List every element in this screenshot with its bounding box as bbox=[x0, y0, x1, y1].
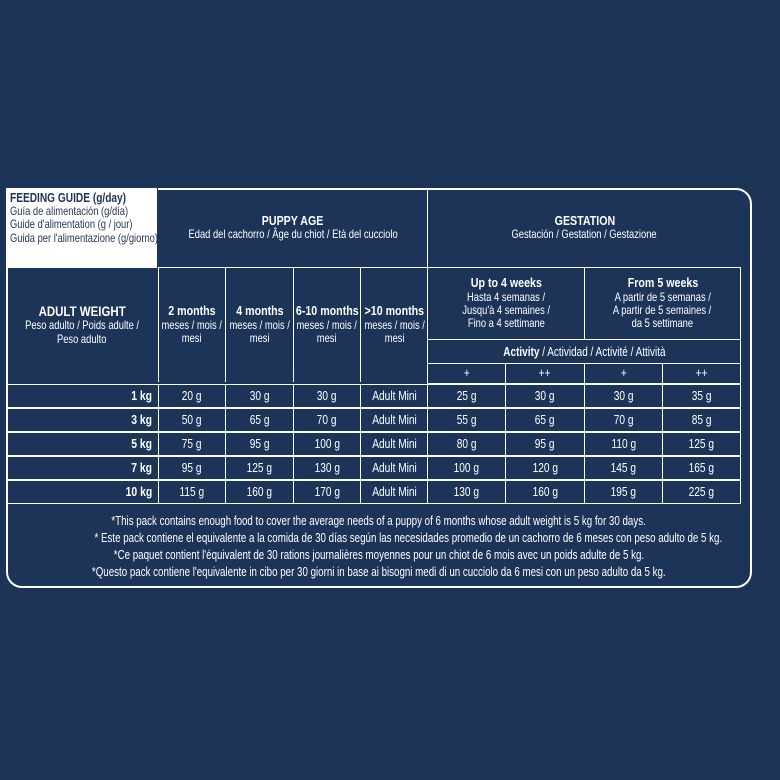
feeding-table bbox=[6, 188, 752, 588]
age-col-sub: meses / mois / bbox=[364, 317, 425, 332]
value-cell: 145 g bbox=[584, 456, 662, 480]
value-cell: 125 g bbox=[662, 432, 741, 456]
value-cell: 125 g bbox=[225, 456, 293, 480]
activity-level: ++ bbox=[505, 364, 584, 384]
puppy-age-title: PUPPY AGE bbox=[262, 212, 324, 228]
value-cell: 130 g bbox=[293, 456, 360, 480]
gestation-col-sub: da 5 settimane bbox=[631, 316, 694, 331]
value-cell: 160 g bbox=[505, 480, 584, 504]
footnote-fr: *Ce paquet contient l'équivalent de 30 rations journalières moyennes pour un chiot de 6 mois avec un poids adulte de 5 kg. bbox=[113, 548, 645, 562]
value-cell: 70 g bbox=[584, 408, 662, 432]
adult-weight-subtitle: Peso adulto bbox=[57, 331, 107, 346]
age-col-title: 6-10 months bbox=[295, 303, 359, 319]
value-cell: 95 g bbox=[225, 432, 293, 456]
value-cell: 115 g bbox=[158, 480, 225, 504]
value-cell: 165 g bbox=[662, 456, 741, 480]
age-col-sub: mesi bbox=[182, 331, 202, 346]
age-col-sub: meses / mois / bbox=[296, 317, 358, 332]
footnote-en: *This pack contains enough food to cover the average needs of a puppy of 6 months whose adult weight is 5 kg for 30 days. bbox=[111, 514, 647, 528]
value-cell: 160 g bbox=[225, 480, 293, 504]
weight-cell: 1 kg bbox=[6, 384, 158, 408]
value-cell: 65 g bbox=[225, 408, 293, 432]
feeding-guide-line: Guida per l'alimentazione (g/giorno) bbox=[10, 230, 158, 245]
value-cell: 110 g bbox=[584, 432, 662, 456]
gestation-header bbox=[427, 188, 741, 268]
activity-subtitle: / Actividad / Activité / Attività bbox=[538, 344, 666, 359]
value-cell: Adult Mini bbox=[360, 384, 428, 408]
adult-weight-header bbox=[6, 268, 158, 382]
feeding-guide-line: Guía de alimentación (g/día) bbox=[10, 203, 129, 218]
footnote-it: *Questo pack contiene l'equivalente in cibo per 30 giorni in base ai bisogni medi di un cucciolo da 6 mesi con un peso adulto da 5 kg. bbox=[92, 565, 666, 579]
age-col-title: 2 months bbox=[168, 303, 216, 319]
value-cell: 130 g bbox=[427, 480, 505, 504]
age-col-sub: mesi bbox=[317, 331, 337, 346]
gestation-col-from-5-weeks bbox=[584, 268, 741, 340]
activity-level: + bbox=[427, 364, 505, 384]
feeding-guide-line: Guide d'alimentation (g / jour) bbox=[10, 217, 133, 231]
activity-header bbox=[427, 340, 741, 364]
activity-level: + bbox=[584, 364, 662, 384]
value-cell: Adult Mini bbox=[360, 456, 428, 480]
age-col-title: >10 months bbox=[364, 303, 425, 319]
adult-weight-subtitle: Peso adulto / Poids adulte / bbox=[25, 318, 139, 333]
gestation-col-title: Up to 4 weeks bbox=[470, 275, 542, 291]
gestation-col-sub: A partir de 5 semanas / bbox=[614, 289, 711, 304]
value-cell: Adult Mini bbox=[360, 480, 428, 504]
value-cell: 55 g bbox=[427, 408, 505, 432]
value-cell: 30 g bbox=[293, 384, 360, 408]
value-cell: 30 g bbox=[505, 384, 584, 408]
weight-cell: 3 kg bbox=[6, 408, 158, 432]
gestation-col-title: From 5 weeks bbox=[627, 275, 698, 291]
puppy-age-header bbox=[158, 188, 428, 268]
value-cell: 95 g bbox=[158, 456, 225, 480]
value-cell: 225 g bbox=[662, 480, 741, 504]
value-cell: 35 g bbox=[662, 384, 741, 408]
age-col-sub: meses / mois / bbox=[229, 317, 290, 332]
weight-cell: 10 kg bbox=[6, 480, 158, 504]
value-cell: Adult Mini bbox=[360, 408, 428, 432]
value-cell: 30 g bbox=[225, 384, 293, 408]
value-cell: 25 g bbox=[427, 384, 505, 408]
age-col-title: 4 months bbox=[235, 303, 284, 319]
weight-cell: 7 kg bbox=[6, 456, 158, 480]
age-col-2-months bbox=[158, 268, 225, 382]
value-cell: Adult Mini bbox=[360, 432, 428, 456]
value-cell: 30 g bbox=[584, 384, 662, 408]
value-cell: 75 g bbox=[158, 432, 225, 456]
feeding-guide-title: FEEDING GUIDE (g/day) bbox=[10, 190, 127, 205]
value-cell: 195 g bbox=[584, 480, 662, 504]
value-cell: 85 g bbox=[662, 408, 741, 432]
value-cell: 50 g bbox=[158, 408, 225, 432]
value-cell: 70 g bbox=[293, 408, 360, 432]
age-col-6-10-months bbox=[293, 268, 360, 382]
gestation-col-sub: Fino a 4 settimane bbox=[467, 316, 545, 331]
value-cell: 65 g bbox=[505, 408, 584, 432]
age-col-4-months bbox=[225, 268, 293, 382]
gestation-col-sub: A partir de 5 semaines / bbox=[613, 303, 712, 318]
value-cell: 100 g bbox=[427, 456, 505, 480]
value-cell: 80 g bbox=[427, 432, 505, 456]
puppy-age-subtitle: Edad del cachorro / Âge du chiot / Età del cucciolo bbox=[188, 227, 398, 242]
age-col-sub: mesi bbox=[384, 331, 405, 346]
gestation-title: GESTATION bbox=[554, 212, 615, 228]
age-col-sub: mesi bbox=[249, 331, 270, 346]
value-cell: 100 g bbox=[293, 432, 360, 456]
value-cell: 20 g bbox=[158, 384, 225, 408]
weight-cell: 5 kg bbox=[6, 432, 158, 456]
age-col-sub: meses / mois / bbox=[161, 317, 223, 332]
gestation-subtitle: Gestación / Gestation / Gestazione bbox=[511, 227, 658, 242]
activity-level: ++ bbox=[662, 364, 741, 384]
gestation-col-up-to-4-weeks bbox=[427, 268, 584, 340]
gestation-col-sub: Hasta 4 semanas / bbox=[466, 289, 546, 304]
value-cell: 170 g bbox=[293, 480, 360, 504]
age-col-10-plus-months bbox=[360, 268, 428, 382]
value-cell: 120 g bbox=[505, 456, 584, 480]
footnote-es: * Este pack contiene el equivalente a la comida de 30 días según las necesidades promedio de un cachorro de 6 meses con peso adulto de 5 kg. bbox=[94, 531, 723, 545]
gestation-col-sub: Jusqu'à 4 semaines / bbox=[462, 303, 550, 318]
adult-weight-title: ADULT WEIGHT bbox=[38, 302, 126, 319]
value-cell: 95 g bbox=[505, 432, 584, 456]
activity-title: Activity bbox=[502, 344, 539, 359]
